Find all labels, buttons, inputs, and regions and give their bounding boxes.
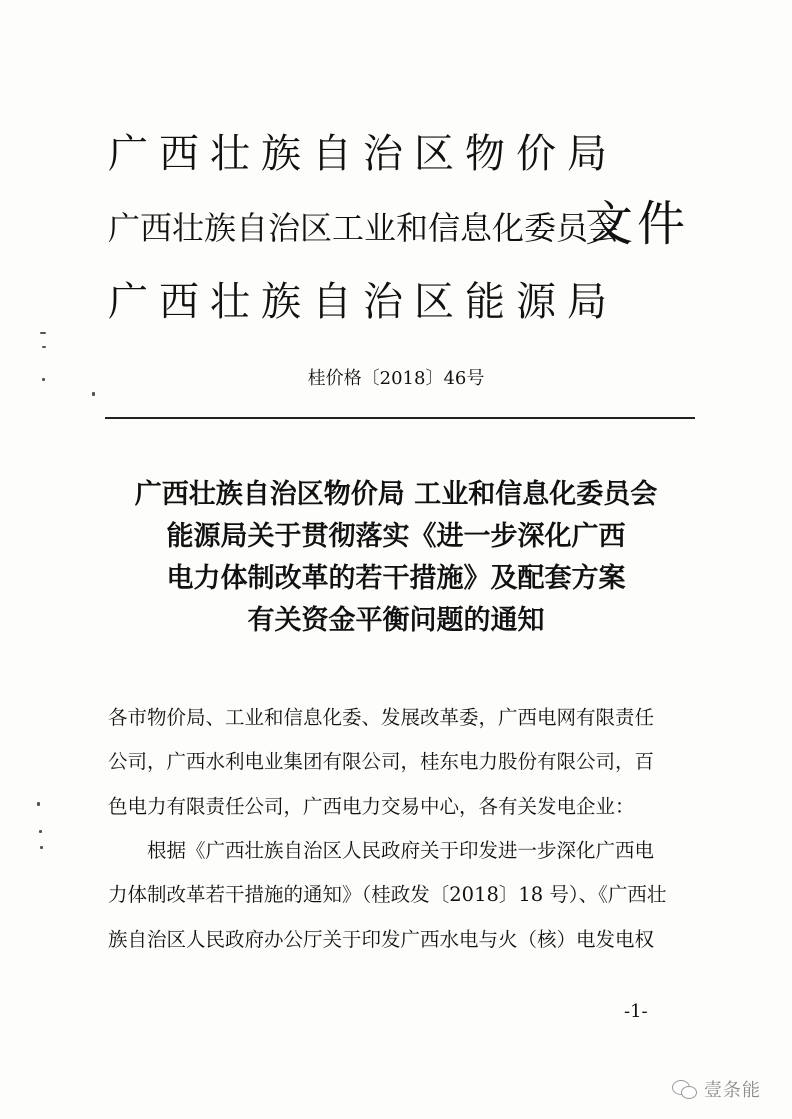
scan-speck xyxy=(40,846,43,849)
document-number: 桂价格〔2018〕46号 xyxy=(307,368,485,389)
scan-speck xyxy=(40,332,46,334)
title-line: 能源局关于贯彻落实《进一步深化广西 xyxy=(166,521,626,552)
addressee-block xyxy=(108,696,692,829)
wechat-icon xyxy=(672,1078,698,1100)
scan-speck xyxy=(37,802,40,806)
title-line: 广西壮族自治区物价局 工业和信息化委员会 xyxy=(134,479,658,510)
issuing-agency-price-bureau: 广西壮族自治区物价局 xyxy=(108,131,618,177)
body-paragraph xyxy=(108,829,692,962)
addressee-line: 各市物价局、工业和信息化委、发展改革委，广西电网有限责任 xyxy=(108,706,655,729)
paragraph-line: 根据《广西壮族自治区人民政府关于印发进一步深化广西电 xyxy=(147,839,655,862)
addressee-line: 色电力有限责任公司，广西电力交易中心，各有关发电企业： xyxy=(108,794,635,818)
scan-speck xyxy=(92,392,95,396)
addressee-line: 公司，广西水利电业集团有限公司，桂东电力股份有限公司，百 xyxy=(108,750,655,774)
watermark xyxy=(672,1074,761,1104)
scan-speck xyxy=(42,346,46,348)
header-divider xyxy=(105,417,695,419)
paragraph-line: 力体制改革若干措施的通知》（桂政发〔2018〕18 号）、《广西壮 xyxy=(108,883,667,907)
title-line: 电力体制改革的若干措施》及配套方案 xyxy=(166,563,626,594)
scan-speck xyxy=(39,830,42,833)
title-line: 有关资金平衡问题的通知 xyxy=(247,605,545,636)
page-number: -1- xyxy=(624,1001,648,1022)
document-type-label: 文件 xyxy=(585,196,690,252)
watermark-text: 壹条能 xyxy=(704,1080,761,1101)
paragraph-line: 族自治区人民政府办公厅关于印发广西水电与火（核）电发电权 xyxy=(108,927,655,951)
issuing-agency-industry-committee: 广西壮族自治区工业和信息化委员会 xyxy=(108,209,621,247)
document-title xyxy=(0,474,792,642)
issuing-agency-energy-bureau: 广西壮族自治区能源局 xyxy=(108,279,618,325)
